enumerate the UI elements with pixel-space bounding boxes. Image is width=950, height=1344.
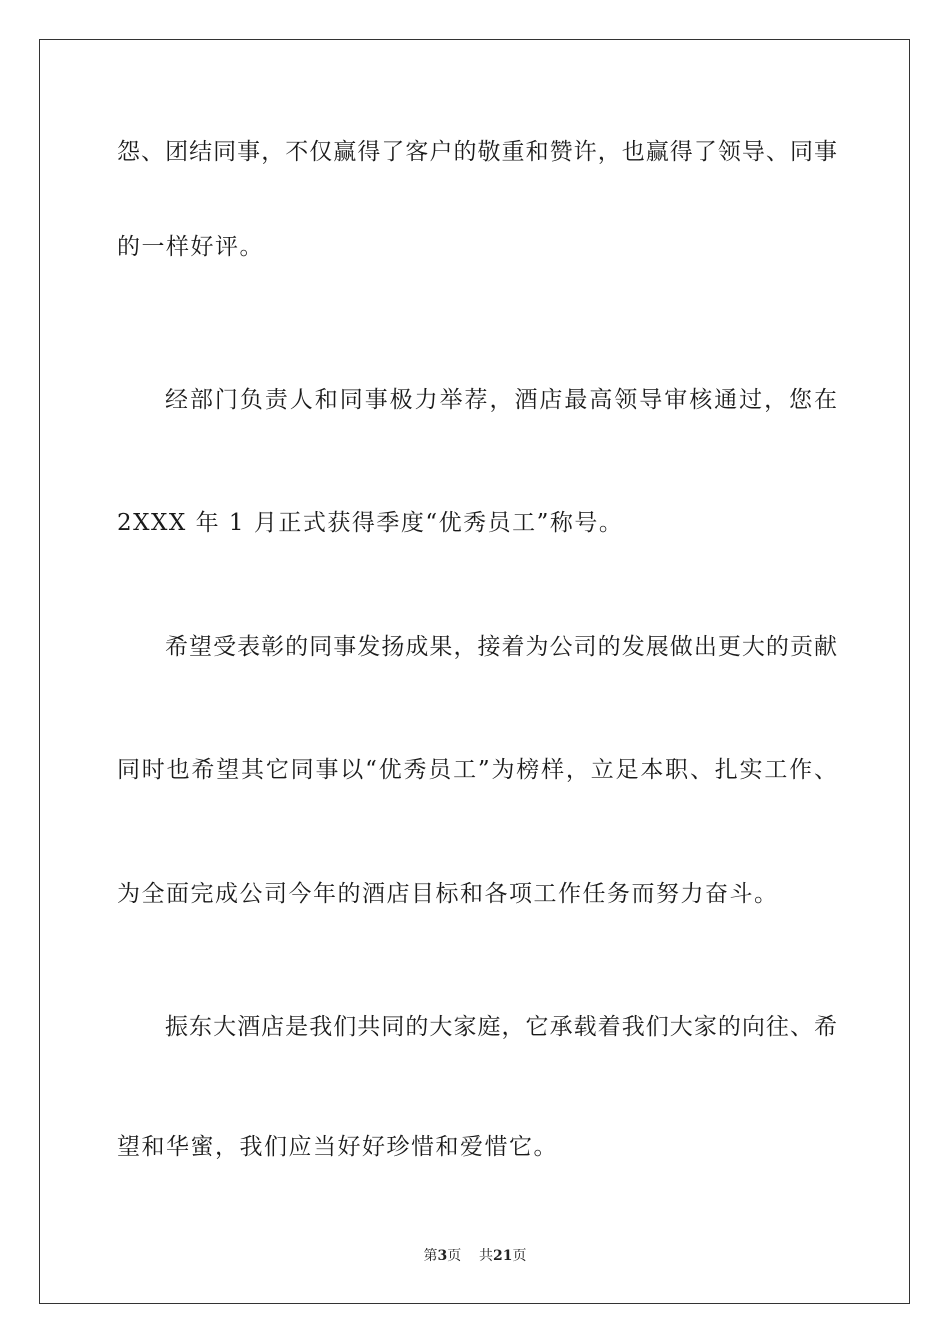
body-text-line-7: 为全面完成公司今年的酒店目标和各项工作任务而努力奋斗。 <box>117 881 779 907</box>
body-text-line-4: 2XXX 年 1 月正式获得季度“优秀员工”称号。 <box>117 510 624 536</box>
body-text-line-2: 的一样好评。 <box>117 234 264 260</box>
footer-total-pages: 21 <box>493 1248 513 1264</box>
body-text-line-3: 经部门负责人和同事极力举荐，酒店最高领导审核通过，您在 <box>165 387 837 413</box>
body-text-line-5: 希望受表彰的同事发扬成果，接着为公司的发展做出更大的贡献 <box>165 634 837 660</box>
footer-page-number: 3 <box>437 1248 448 1264</box>
footer-page-suffix: 页 <box>447 1248 462 1264</box>
page-footer <box>0 1247 950 1265</box>
body-text-line-9: 望和华蜜，我们应当好好珍惜和爱惜它。 <box>117 1134 558 1160</box>
footer-page-prefix: 第 <box>423 1248 438 1264</box>
body-text-line-1: 怨、团结同事，不仅赢得了客户的敬重和赞许，也赢得了领导、同事 <box>117 139 837 165</box>
footer-total-prefix: 共 <box>479 1248 494 1264</box>
body-text-line-6: 同时也希望其它同事以“优秀员工”为榜样，立足本职、扎实工作、 <box>117 757 837 783</box>
page-border <box>39 39 910 1304</box>
footer-total-suffix: 页 <box>512 1248 527 1264</box>
body-text-line-8: 振东大酒店是我们共同的大家庭，它承载着我们大家的向往、希 <box>165 1014 837 1040</box>
